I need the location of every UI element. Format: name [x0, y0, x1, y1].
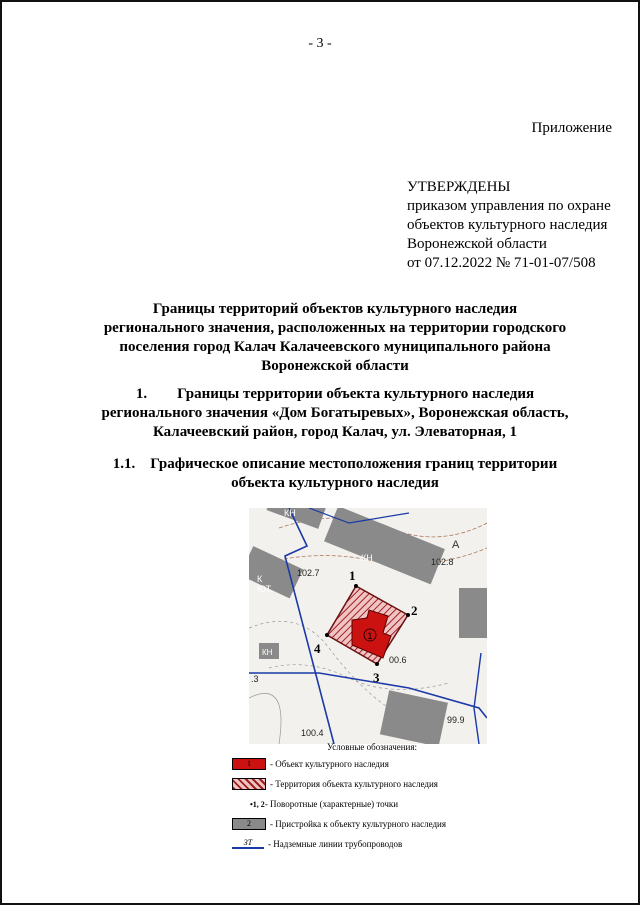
map-label: ЮТ. — [257, 584, 273, 594]
section-1-title — [100, 385, 570, 442]
legend-item-points — [232, 796, 482, 812]
legend-item-pipeline — [232, 836, 482, 852]
points-symbol: •1, 2 — [250, 799, 265, 809]
map-legend — [232, 742, 482, 852]
section-1-1-line: объекта культурного наследия — [231, 475, 439, 491]
legend-label: - Объект культурного наследия — [270, 759, 389, 769]
object-symbol — [232, 758, 266, 770]
object-symbol-number: 1 — [247, 759, 251, 768]
point-label: 3 — [373, 670, 380, 685]
approval-line: Воронежской области — [407, 236, 547, 252]
section-1-line: 1. Границы территории объекта культурного наследия — [135, 386, 535, 402]
main-title-line: Воронежской области — [261, 358, 409, 374]
approval-heading: УТВЕРЖДЕНЫ — [407, 179, 511, 195]
pipeline — [249, 673, 487, 718]
approval-line: приказом управления по охране — [407, 198, 611, 214]
elevation-label: 00.6 — [389, 655, 407, 665]
annex-symbol-number: 2 — [247, 819, 251, 828]
page-number: - 3 - — [308, 36, 332, 51]
point-label: 2 — [411, 603, 418, 618]
annex-symbol — [232, 818, 266, 830]
legend-label: - Поворотные (характерные) точки — [264, 799, 399, 809]
main-title-line: Границы территорий объектов культурного наследия — [152, 301, 518, 317]
main-title-line: регионального значения, расположенных на территории городского — [103, 320, 567, 336]
turning-point — [325, 633, 329, 637]
map-label: КН — [262, 648, 273, 657]
pipeline-symbol — [232, 839, 264, 849]
map-svg — [249, 508, 487, 744]
legend-item-object — [232, 756, 482, 772]
boundary-map — [249, 508, 487, 744]
pipeline — [285, 508, 334, 744]
elevation-label: 100.4 — [301, 728, 324, 738]
building — [459, 588, 487, 638]
section-1-line: регионального значения «Дом Богатыревых», Воронежская область, — [101, 405, 569, 421]
object-number: 1 — [367, 631, 373, 641]
contour-line — [249, 693, 281, 744]
section-1-1-title — [100, 455, 570, 493]
turning-point — [375, 662, 379, 666]
legend-title: Условные обозначения: — [326, 742, 417, 752]
elevation-label: 102.8 — [431, 557, 454, 567]
legend-item-territory — [232, 776, 482, 792]
approval-date: от 07.12.2022 № 71-01-07/508 — [407, 255, 596, 271]
elevation-label: 99.9 — [447, 715, 465, 725]
pipeline — [474, 653, 481, 744]
legend-label: - Пристройка к объекту культурного наследия — [270, 819, 447, 829]
building — [380, 690, 448, 744]
map-label: КН — [361, 553, 373, 563]
map-label: КН — [284, 508, 296, 518]
pipeline-symbol-text: ЗТ — [243, 838, 253, 847]
turning-point — [354, 584, 358, 588]
contour-line — [269, 665, 449, 690]
legend-item-annex — [232, 816, 482, 832]
approval-block — [407, 178, 611, 273]
legend-label: - Надземные линии трубопроводов — [268, 839, 403, 849]
point-label: 4 — [314, 641, 321, 656]
main-title — [100, 300, 570, 376]
turning-point — [406, 613, 410, 617]
elevation-label: .3 — [251, 674, 259, 684]
main-title-line: поселения город Калач Калачеевского муниципального района — [119, 339, 551, 355]
elevation-label: 102.7 — [297, 568, 320, 578]
territory-symbol — [232, 778, 266, 790]
appendix-label: Приложение — [531, 120, 612, 136]
legend-label: - Территория объекта культурного наследия — [270, 779, 438, 789]
approval-line: объектов культурного наследия — [407, 217, 608, 233]
section-1-1-line: 1.1. Графическое описание местоположения границ территории — [112, 456, 558, 472]
point-label: 1 — [349, 568, 356, 583]
section-1-line: Калачеевский район, город Калач, ул. Элеваторная, 1 — [153, 424, 517, 440]
building — [324, 508, 445, 584]
map-label: К — [257, 574, 263, 584]
map-label: А — [452, 539, 460, 551]
